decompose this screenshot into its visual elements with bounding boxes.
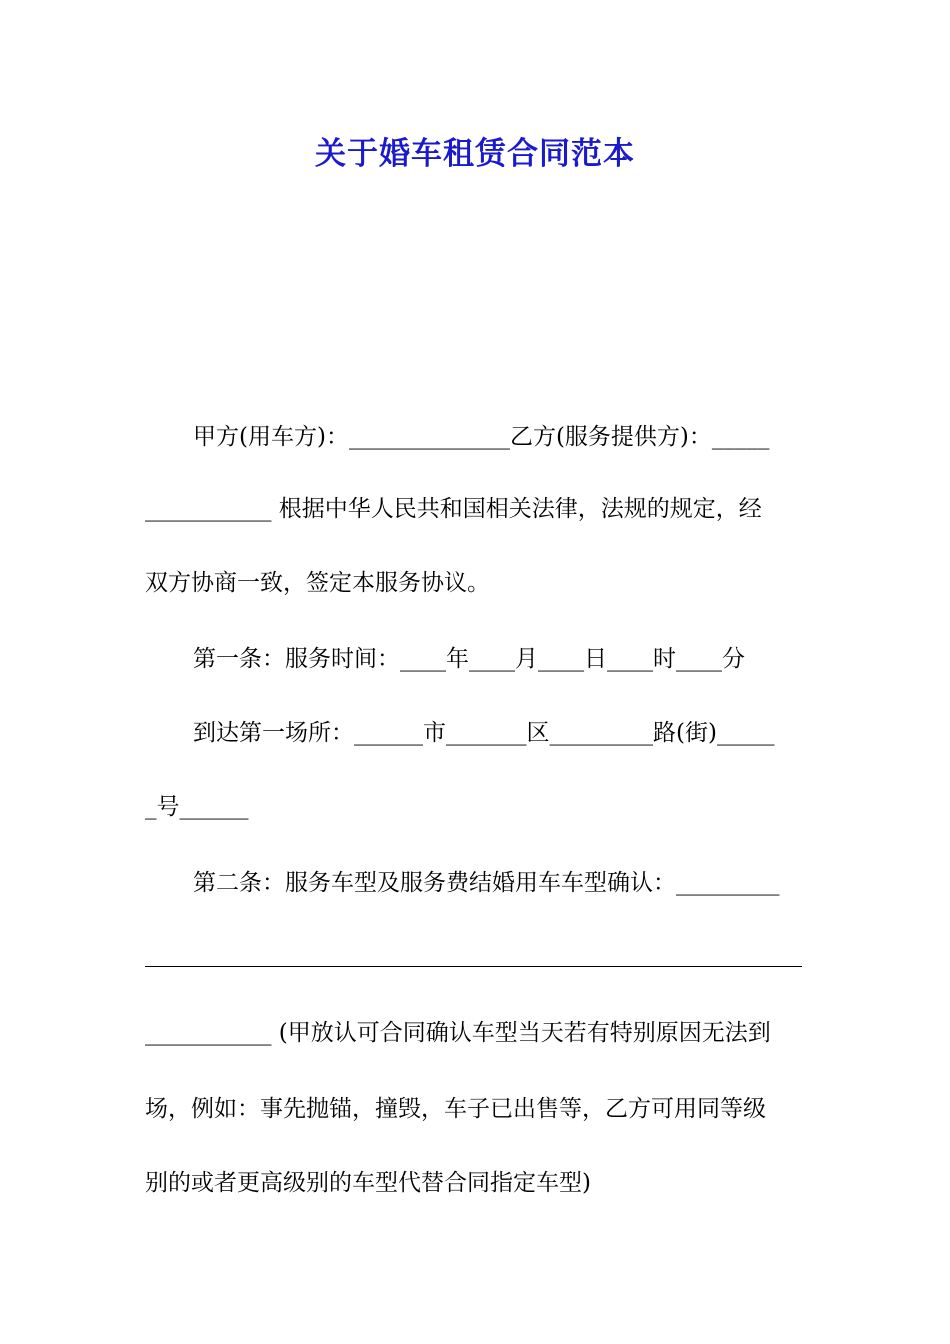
vehicle-note-line-3: 别的或者更高级别的车型代替合同指定车型) — [145, 1170, 591, 1196]
party-line: 甲方(用车方)：______________乙方(服务提供方)：_____ — [193, 424, 770, 450]
vehicle-note-line-1: ___________ (甲放认可合同确认车型当天若有特别原因无法到 — [145, 1020, 771, 1046]
agreement-line: 双方协商一致，签定本服务协议。 — [145, 570, 490, 596]
document-title: 关于婚车租赁合同范本 — [315, 136, 635, 172]
article-1-service-time: 第一条：服务时间：____年____月____日____时____分 — [193, 646, 745, 672]
vehicle-note-line-2: 场，例如：事先抛锚，撞毁，车子已出售等，乙方可用同等级 — [145, 1096, 766, 1122]
venue-number-line: _号______ — [145, 794, 249, 820]
article-2-vehicle-line: 第二条：服务车型及服务费结婚用车车型确认：_________ — [193, 870, 780, 896]
legal-basis-line: ___________ 根据中华人民共和国相关法律，法规的规定，经 — [145, 496, 762, 522]
first-venue-line: 到达第一场所：______市_______区_________路(街)_____ — [193, 720, 775, 746]
blank-fill-rule — [145, 966, 802, 967]
